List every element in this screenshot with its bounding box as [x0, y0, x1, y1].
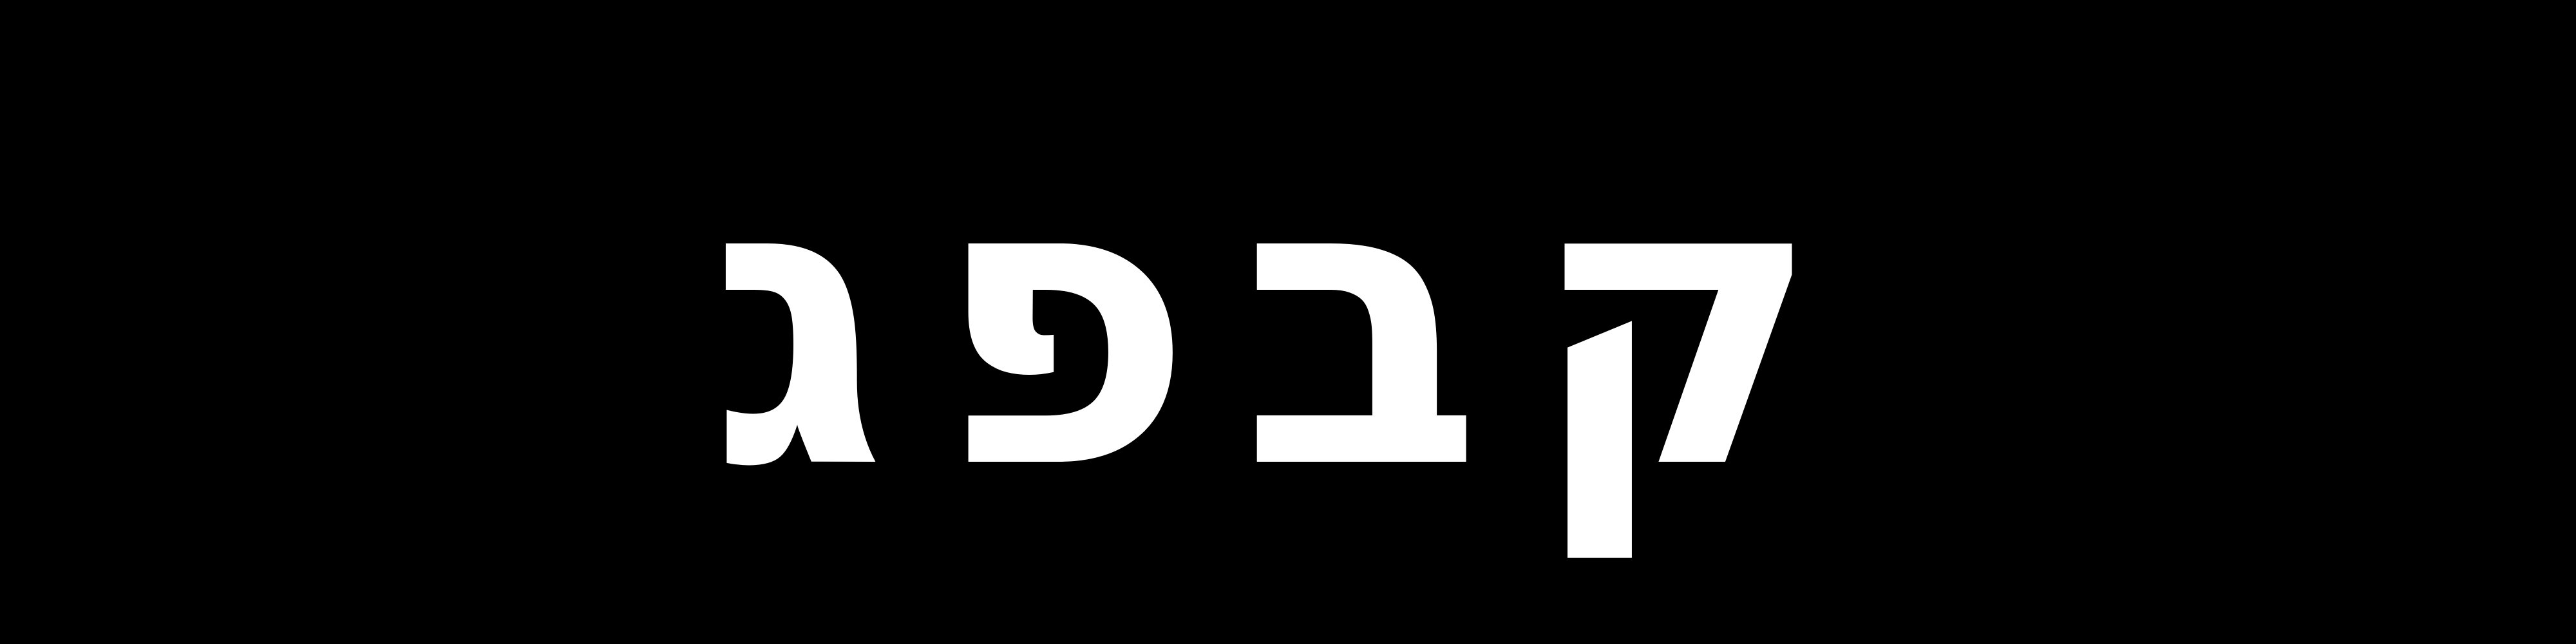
hebrew-word: קבפג	[708, 88, 1868, 556]
